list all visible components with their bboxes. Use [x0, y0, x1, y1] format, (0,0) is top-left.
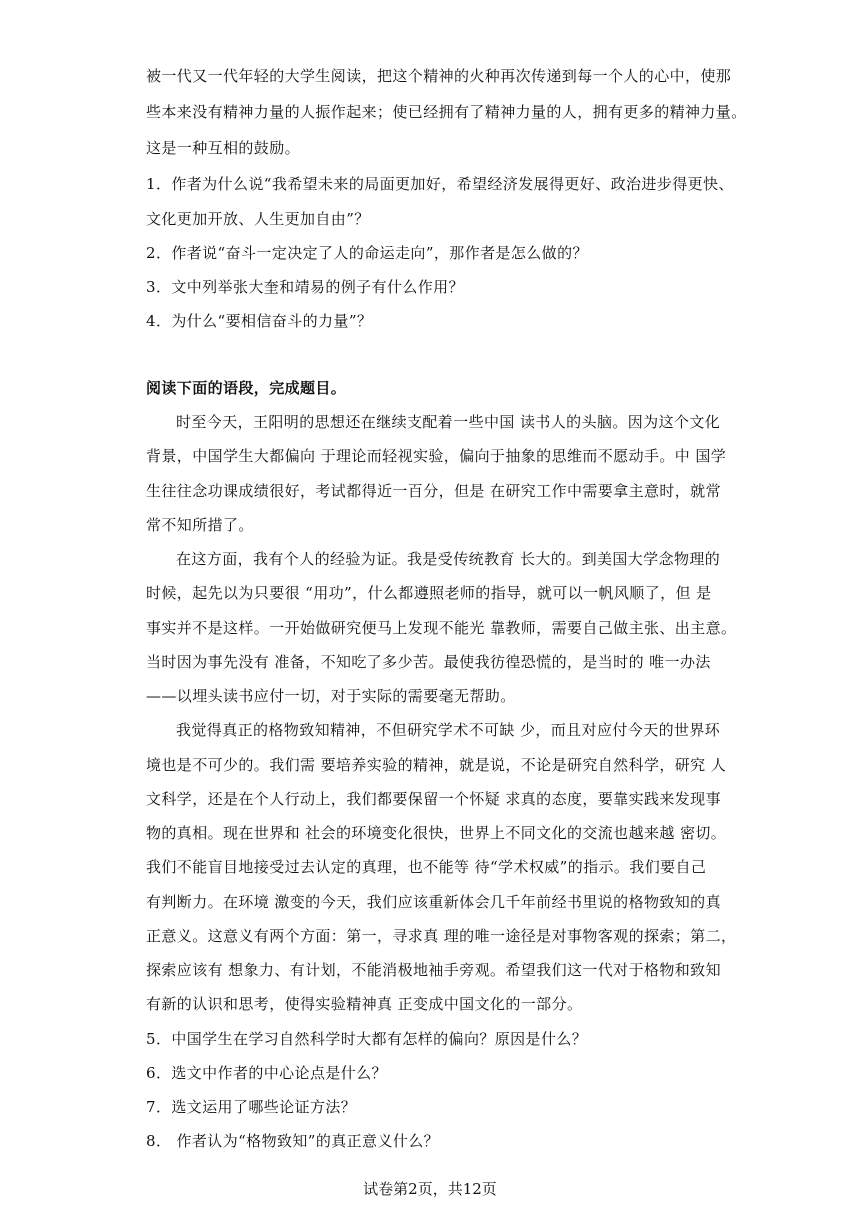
question-1: 1．作者为什么说“我希望未来的局面更加好，希望经济发展得更好、政治进步得更快、: [146, 175, 734, 193]
passage-line: 在这方面，我有个人的经验为证。我是受传统教育 长大的。到美国大学念物理的: [176, 550, 721, 568]
passage-line: 时候，起先以为只要很 “用功”，什么都遵照老师的指导，就可以一帆风顺了，但 是: [146, 584, 712, 602]
passage-line: 我觉得真正的格物致知精神，不但研究学术不可缺 少，而且对应付今天的世界环: [176, 721, 721, 739]
question-3: 3．文中列举张大奎和靖易的例子有什么作用？: [146, 278, 464, 296]
passage-line: 时至今天，王阳明的思想还在继续支配着一些中国 读书人的头脑。因为这个文化: [176, 413, 721, 431]
passage-line: 探索应该有 想象力、有计划，不能消极地袖手旁观。希望我们这一代对于格物和致知: [146, 961, 721, 979]
passage-line: 物的真相。现在世界和 社会的环境变化很快，世界上不同文化的交流也越来越 密切。: [146, 824, 727, 842]
question-8: 8． 作者认为“格物致知”的真正意义什么？: [146, 1132, 440, 1150]
intro-line: 些本来没有精神力量的人振作起来；使已经拥有了精神力量的人，拥有更多的精神力量。: [146, 103, 747, 121]
question-2: 2．作者说“奋斗一定决定了人的命运走向”，那作者是怎么做的？: [146, 244, 588, 262]
passage-line: 我们不能盲目地接受过去认定的真理，也不能等 待“学术权威”的指示。我们要自己: [146, 858, 707, 876]
passage-line: 常不知所措了。: [146, 516, 254, 534]
page-footer: 试卷第2页，共12页: [363, 1180, 497, 1198]
passage-line: 文科学，还是在个人行动上，我们都要保留一个怀疑 求真的态度，要靠实践来发现事: [146, 790, 721, 808]
passage-line: 境也是不可少的。我们需 要培养实验的精神，就是说，不论是研究自然科学，研究 人: [146, 756, 727, 774]
section-heading: 阅读下面的语段，完成题目。: [146, 379, 347, 397]
passage-line: ——以埋头读书应付一切，对于实际的需要毫无帮助。: [146, 687, 516, 705]
question-4: 4．为什么“要相信奋斗的力量”？: [146, 312, 373, 330]
intro-line: 被一代又一代年轻的大学生阅读，把这个精神的火种再次传递到每一个人的心中，使那: [146, 67, 732, 85]
passage-line: 有判断力。在环境 激变的今天，我们应该重新体会几千年前经书里说的格物致知的真: [146, 893, 721, 911]
question-6: 6．选文中作者的中心论点是什么？: [146, 1064, 387, 1082]
question-5: 5．中国学生在学习自然科学时大都有怎样的偏向？原因是什么？: [146, 1030, 588, 1048]
question-1-cont: 文化更加开放、人生更加自由”？: [146, 210, 370, 228]
passage-line: 有新的认识和思考，使得实验精神真 正变成中国文化的一部分。: [146, 995, 583, 1013]
intro-line: 这是一种互相的鼓励。: [146, 139, 301, 157]
passage-line: 正意义。这意义有两个方面：第一，寻求真 理的唯一途径是对事物客观的探索；第二，: [146, 927, 737, 945]
passage-line: 背景，中国学生大都偏向 于理论而轻视实验，偏向于抽象的思维而不愿动手。中 国学: [146, 447, 727, 465]
question-7: 7．选文运用了哪些论证方法？: [146, 1098, 357, 1116]
passage-line: 当时因为事先没有 准备，不知吃了多少苦。最使我彷徨恐慌的，是当时的 唯一办法: [146, 653, 711, 671]
passage-line: 事实并不是这样。一开始做研究便马上发现不能光 靠教师，需要自己做主张、出主意。: [146, 619, 737, 637]
passage-line: 生往往念功课成绩很好，考试都得近一百分，但是 在研究工作中需要拿主意时，就常: [146, 482, 721, 500]
